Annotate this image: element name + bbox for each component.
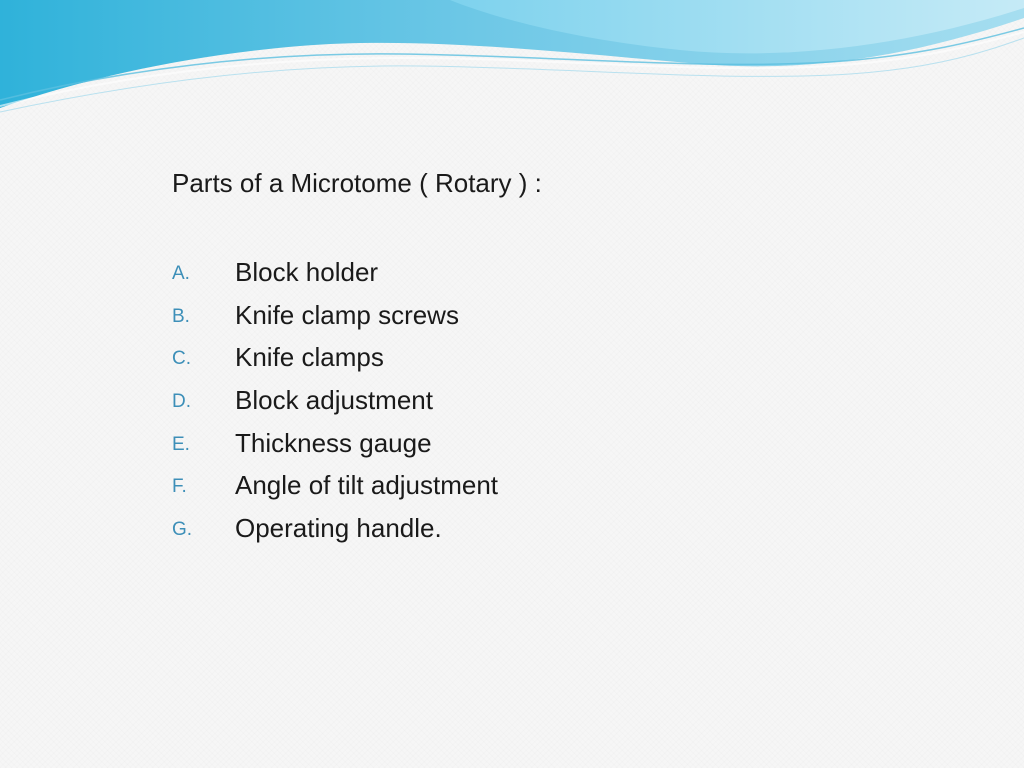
list-item-text: Block holder [235,257,379,287]
list-item-text: Knife clamps [235,342,384,373]
list-item-text: Thickness gauge [235,427,432,458]
list-item-text: Knife clamp screws [235,299,459,330]
list-marker: E. [172,433,190,455]
list-item-text: Block adjustment [235,385,433,416]
list-marker: C. [172,348,191,370]
list-marker: B. [172,305,190,327]
list-marker: A. [172,263,190,284]
list-item-text: Angle of tilt adjustment [235,470,499,501]
header-wave-decoration [0,0,1024,130]
list-marker: G. [172,519,193,541]
list-item-text: Operating handle. [235,513,442,544]
list-marker: F. [172,476,187,498]
list-marker: D. [172,391,191,413]
slide-title: Parts of a Microtome ( Rotary ) : [172,168,542,198]
